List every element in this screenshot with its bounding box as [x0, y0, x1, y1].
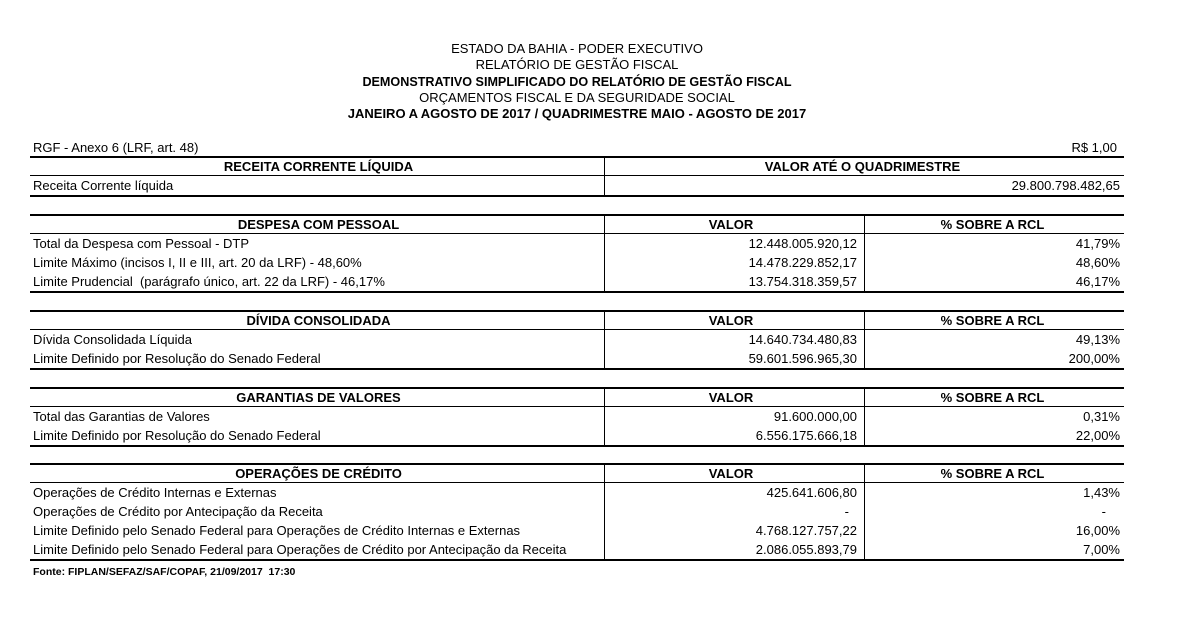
operacoes-credito-section	[30, 463, 1124, 561]
column-header-percent: % SOBRE A RCL	[864, 216, 1124, 233]
row-label: Limite Máximo (incisos I, II e III, art. 20 da LRF) - 48,60%	[33, 255, 362, 270]
table-row	[30, 426, 1124, 445]
table-row	[30, 407, 1124, 426]
row-value: 29.800.798.482,65	[604, 176, 1124, 195]
report-title-line: DEMONSTRATIVO SIMPLIFICADO DO RELATÓRIO DE GESTÃO FISCAL	[362, 74, 792, 89]
row-percent: 41,79%	[864, 234, 1124, 253]
table-row	[30, 502, 1124, 521]
row-value: 14.478.229.852,17	[604, 253, 864, 272]
report-title-block	[30, 41, 1124, 122]
garantias-section	[30, 387, 1124, 447]
table-header-row	[30, 216, 1124, 234]
section-title: OPERAÇÕES DE CRÉDITO	[235, 466, 402, 481]
row-label: Dívida Consolidada Líquida	[33, 332, 192, 347]
column-header-value: VALOR	[604, 465, 864, 482]
row-value: -	[604, 502, 864, 521]
report-title-line: ORÇAMENTOS FISCAL E DA SEGURIDADE SOCIAL	[419, 89, 735, 105]
table-row	[30, 521, 1124, 540]
row-value: 91.600.000,00	[604, 407, 864, 426]
table-header-row	[30, 158, 1124, 176]
rcl-section	[30, 156, 1124, 197]
table-header-row	[30, 389, 1124, 407]
row-value: 4.768.127.757,22	[604, 521, 864, 540]
section-title: RECEITA CORRENTE LÍQUIDA	[223, 159, 414, 174]
row-percent: 22,00%	[864, 426, 1124, 445]
section-title: DESPESA COM PESSOAL	[237, 217, 400, 232]
row-value: 14.640.734.480,83	[604, 330, 864, 349]
table-header-row	[30, 312, 1124, 330]
table-row	[30, 234, 1124, 253]
column-header-percent: % SOBRE A RCL	[864, 389, 1124, 406]
table-row	[30, 253, 1124, 272]
section-title: GARANTIAS DE VALORES	[236, 390, 401, 405]
column-header-percent: % SOBRE A RCL	[864, 465, 1124, 482]
currency-unit: R$ 1,00	[1071, 140, 1117, 155]
section-title: DÍVIDA CONSOLIDADA	[246, 313, 391, 328]
column-header-percent: % SOBRE A RCL	[864, 312, 1124, 329]
row-percent: 7,00%	[864, 540, 1124, 559]
table-row	[30, 176, 1124, 195]
table-row	[30, 540, 1124, 559]
row-label: Receita Corrente líquida	[33, 178, 174, 193]
row-value: 425.641.606,80	[604, 483, 864, 502]
table-row	[30, 349, 1124, 368]
column-header-value: VALOR	[604, 216, 864, 233]
row-percent: 46,17%	[864, 272, 1124, 291]
row-label: Total da Despesa com Pessoal - DTP	[33, 236, 250, 251]
divida-consolidada-section	[30, 310, 1124, 370]
table-row	[30, 330, 1124, 349]
row-percent: 200,00%	[864, 349, 1124, 368]
row-percent: -	[864, 502, 1124, 521]
column-header-value: VALOR	[604, 389, 864, 406]
table-row	[30, 483, 1124, 502]
row-percent: 1,43%	[864, 483, 1124, 502]
row-value: 2.086.055.893,79	[604, 540, 864, 559]
row-label: Limite Definido por Resolução do Senado Federal	[33, 351, 321, 366]
row-label: Limite Definido pelo Senado Federal para Operações de Crédito Internas e Externas	[33, 523, 521, 538]
report-period-line: JANEIRO A AGOSTO DE 2017 / QUADRIMESTRE MAIO - AGOSTO DE 2017	[347, 106, 807, 122]
table-header-row	[30, 465, 1124, 483]
row-value: 6.556.175.666,18	[604, 426, 864, 445]
row-label: Limite Definido por Resolução do Senado Federal	[33, 428, 321, 443]
row-percent: 48,60%	[864, 253, 1124, 272]
row-value: 59.601.596.965,30	[604, 349, 864, 368]
row-percent: 0,31%	[864, 407, 1124, 426]
row-value: 12.448.005.920,12	[604, 234, 864, 253]
row-percent: 16,00%	[864, 521, 1124, 540]
report-title-line: ESTADO DA BAHIA - PODER EXECUTIVO	[451, 41, 703, 56]
column-header-value: VALOR	[604, 312, 864, 329]
row-label: Limite Prudencial (parágrafo único, art. 22 da LRF) - 46,17%	[33, 274, 385, 289]
row-percent: 49,13%	[864, 330, 1124, 349]
report-title-line: RELATÓRIO DE GESTÃO FISCAL	[475, 57, 679, 73]
row-label: Limite Definido pelo Senado Federal para Operações de Crédito por Antecipação da Receita	[33, 542, 567, 557]
table-row	[30, 272, 1124, 291]
row-label: Operações de Crédito Internas e Externas	[33, 485, 277, 500]
annex-label: RGF - Anexo 6 (LRF, art. 48)	[33, 140, 199, 155]
source-footnote: Fonte: FIPLAN/SEFAZ/SAF/COPAF, 21/09/2017 17:30	[33, 566, 296, 578]
row-label: Operações de Crédito por Antecipação da Receita	[33, 504, 323, 519]
row-value: 13.754.318.359,57	[604, 272, 864, 291]
row-label: Total das Garantias de Valores	[33, 409, 210, 424]
despesa-pessoal-section	[30, 214, 1124, 293]
column-header-value: VALOR ATÉ O QUADRIMESTRE	[604, 158, 1124, 175]
